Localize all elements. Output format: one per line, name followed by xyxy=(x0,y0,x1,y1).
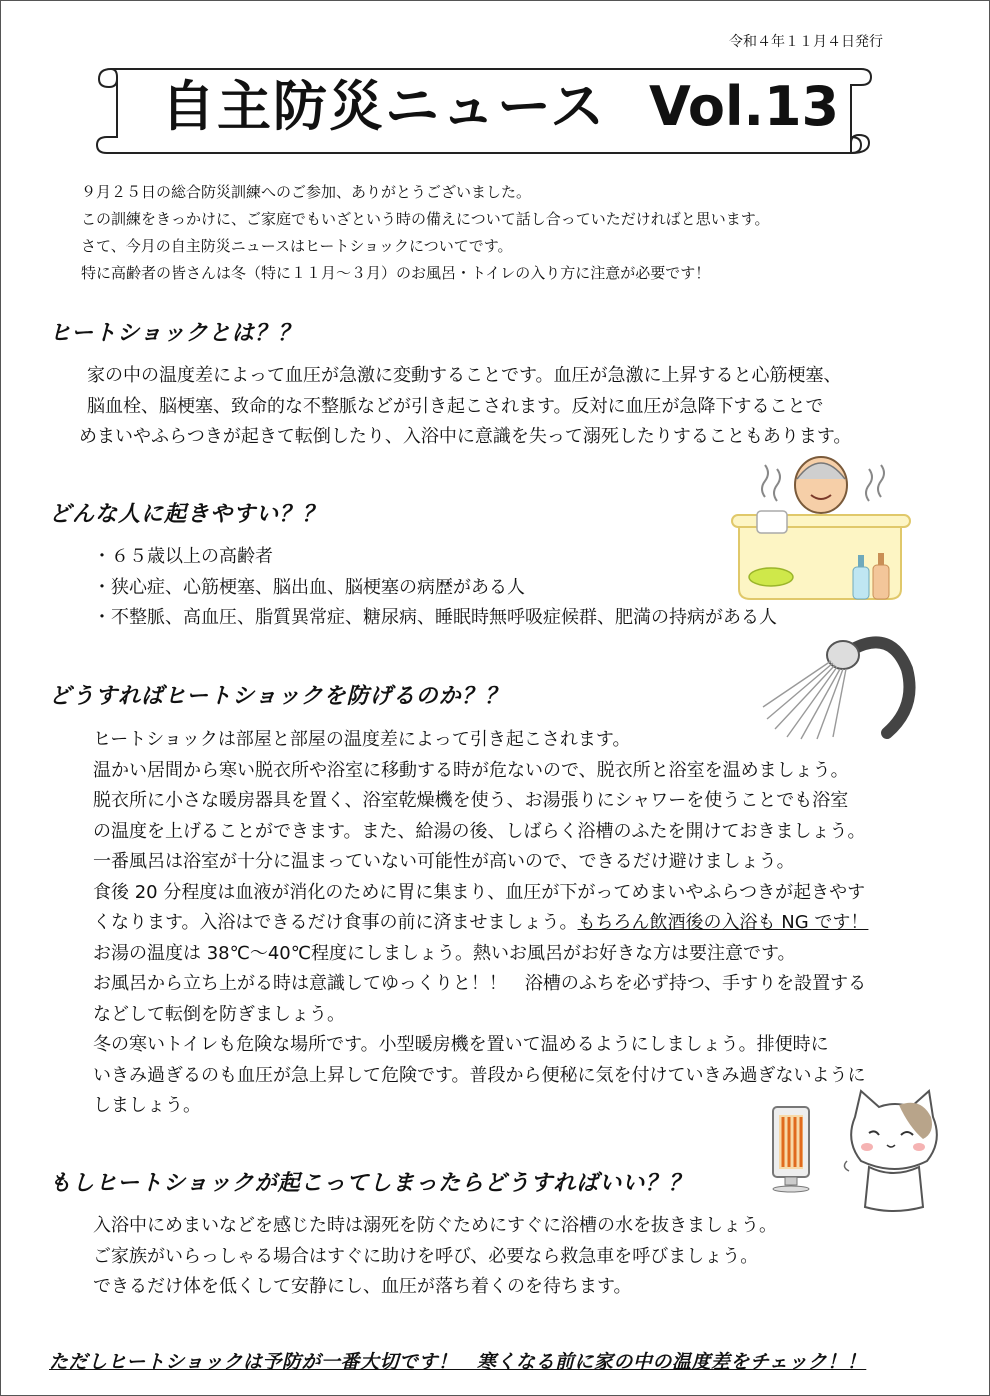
section-heading-prevention: どうすればヒートショックを防げるのか？？ xyxy=(49,684,508,709)
body-line: などして転倒を防ぎましょう。 xyxy=(93,1003,345,1025)
body-line: 食後 20 分程度は血液が消化のために胃に集まり、血圧が下がってめまいやふらつきが起きやす xyxy=(93,881,866,903)
body-line: 一番風呂は浴室が十分に温まっていない可能性が高いので、できるだけ避けましょう。 xyxy=(93,851,795,872)
section-heading-emergency: もしヒートショックが起こってしまったらどうすればいい？？ xyxy=(49,1171,692,1196)
section-body-what-is xyxy=(79,361,852,453)
body-line: ご家族がいらっしゃる場合はすぐに助けを呼び、必要なら救急車を呼びましょう。 xyxy=(93,1245,759,1267)
section-heading-what-is: ヒートショックとは？？ xyxy=(49,321,301,346)
section-heading-who: どんな人に起きやすい？？ xyxy=(49,502,326,527)
body-line: 脳血栓、脳梗塞、致命的な不整脈などが引き起こされます。反対に血圧が急降下することで xyxy=(87,395,824,417)
body-line: 温かい居間から寒い脱衣所や浴室に移動する時が危ないので、脱衣所と浴室を温めましょう。 xyxy=(93,759,849,781)
body-line: めまいやふらつきが起きて転倒したり、入浴中に意識を失って溺死したりすることもあります。 xyxy=(79,426,852,447)
section-body-emergency xyxy=(93,1211,777,1303)
intro-line: ９月２５日の総合防災訓練へのご参加、ありがとうございました。 xyxy=(81,183,532,201)
issue-date: 令和４年１１月４日発行 xyxy=(729,34,883,50)
bathing-elderly-illustration xyxy=(729,449,914,609)
body-line: 冬の寒いトイレも危険な場所です。小型暖房機を置いて温めるようにしましょう。排便時に xyxy=(93,1034,829,1055)
body-line: 脱衣所に小さな暖房器具を置く、浴室乾燥機を使う、お湯張りにシャワーを使うことでも浴室 xyxy=(93,790,849,811)
body-line: 家の中の温度差によって血圧が急激に変動することです。血圧が急激に上昇すると心筋梗塞、 xyxy=(87,365,842,386)
body-line: しましょう。 xyxy=(93,1095,201,1116)
section-body-prevention xyxy=(93,725,868,1122)
intro-paragraph xyxy=(81,179,770,287)
list-item: ・６５歳以上の高齢者 xyxy=(93,546,273,567)
body-line: お湯の温度は 38℃～40℃程度にしましょう。熱いお風呂がお好きな方は要注意です。 xyxy=(93,942,796,964)
newsletter-title: 自主防災ニュース xyxy=(161,75,607,138)
intro-line: さて、今月の自主防災ニュースはヒートショックについてです。 xyxy=(81,237,513,255)
body-line: ヒートショックは部屋と部屋の温度差によって引き起こされます。 xyxy=(93,729,631,750)
closing-message: ただしヒートショックは予防が一番大切です！ 寒くなる前に家の中の温度差をチェック！！ xyxy=(49,1351,867,1373)
body-line: いきみ過ぎるのも血圧が急上昇して危険です。普段から便秘に気を付けていきみ過ぎないように xyxy=(93,1064,866,1086)
list-item: ・不整脈、高血圧、脂質異常症、糖尿病、睡眠時無呼吸症候群、肥満の持病がある人 xyxy=(93,607,777,628)
body-line: の温度を上げることができます。また、給湯の後、しばらく浴槽のふたを開けておきましょう。 xyxy=(93,820,866,842)
risk-list xyxy=(93,542,777,634)
body-line-text: くなります。入浴はできるだけ食事の前に済ませましょう。 xyxy=(93,912,578,933)
body-line: できるだけ体を低くして安静にし、血圧が落ち着くのを待ちます。 xyxy=(93,1276,632,1297)
alcohol-warning: もちろん飲酒後の入浴も NG です！ xyxy=(577,912,869,933)
intro-line: この訓練をきっかけに、ご家庭でもいざという時の備えについて話し合っていただければと思います。 xyxy=(81,210,770,228)
body-line: 入浴中にめまいなどを感じた時は溺死を防ぐためにすぐに浴槽の水を抜きましょう。 xyxy=(93,1215,777,1236)
body-line: お風呂から立ち上がる時は意識してゆっくりと！！ 浴槽のふちを必ず持つ、手すりを設置する xyxy=(93,973,867,994)
space-heater-illustration xyxy=(767,1105,815,1193)
cat-on-toilet-illustration xyxy=(839,1087,949,1215)
body-line xyxy=(93,908,868,939)
volume-number: Vol.13 xyxy=(649,75,840,138)
intro-line: 特に高齢者の皆さんは冬（特に１１月～３月）のお風呂・トイレの入り方に注意が必要です！ xyxy=(81,264,711,282)
list-item: ・狭心症、心筋梗塞、脳出血、脳梗塞の病歴がある人 xyxy=(93,576,525,598)
